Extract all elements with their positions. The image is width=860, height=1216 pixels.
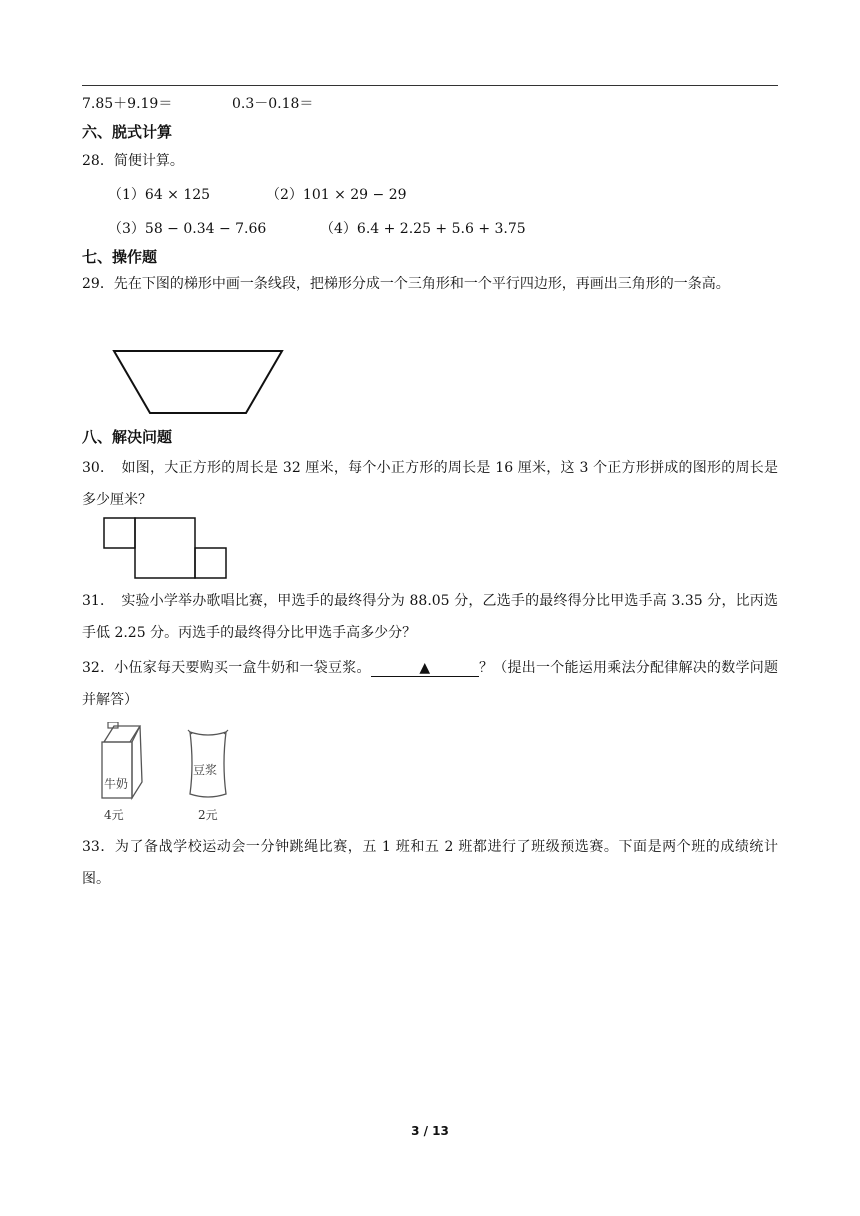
q33-text: 33．为了备战学校运动会一分钟跳绳比赛，五 1 班和五 2 班都进行了班级预选赛。下面是两个班的成绩统计图。 <box>82 839 778 887</box>
milk-label: 牛奶 <box>104 777 129 791</box>
soy-price: 2元 <box>198 808 218 822</box>
q31-text: 31． 实验小学举办歌唱比赛，甲选手的最终得分为 88.05 分，乙选手的最终得分比甲选手高 3.35 分，比丙选手低 2.25 分。丙选手的最终得分比甲选手高多少分？ <box>82 593 778 641</box>
q28-item-4: （4）6.4 + 2.25 + 5.6 + 3.75 <box>320 221 526 237</box>
squares-figure <box>103 516 229 580</box>
q28-item-1: （1）64 × 125 <box>108 187 211 203</box>
milk-price: 4元 <box>104 808 124 822</box>
section8-title: 八、解决问题 <box>82 428 173 446</box>
q32-text <box>82 652 778 716</box>
top-rule <box>82 85 778 86</box>
page-number: 3 / 13 <box>411 1124 449 1138</box>
q32-text-before: 32．小伍家每天要购买一盒牛奶和一袋豆浆。 <box>82 660 371 676</box>
trapezoid-figure <box>110 343 290 418</box>
section7-title: 七、操作题 <box>82 248 158 266</box>
q29-text: 29．先在下图的梯形中画一条线段，把梯形分成一个三角形和一个平行四边形，再画出三角形的一条高。 <box>82 276 730 292</box>
calc-expr-a: 7.85＋9.19＝ <box>82 96 173 112</box>
q30-text: 30． 如图，大正方形的周长是 32 厘米，每个小正方形的周长是 16 厘米，这 3 个正方形拼成的图形的周长是多少厘米？ <box>82 460 778 508</box>
q32-text-after: ？（提出一个能运用乘法分配律解决的数学问题并解答） <box>82 660 778 708</box>
soy-label: 豆浆 <box>193 763 218 777</box>
prev-calc-line <box>82 93 314 113</box>
q28-stem: 28．简便计算。 <box>82 153 184 169</box>
q32-answer-blank[interactable]: ▲ <box>371 660 479 677</box>
section6-title: 六、脱式计算 <box>82 123 173 141</box>
q28-item-2: （2）101 × 29 − 29 <box>266 187 407 203</box>
q28-item-3: （3）58 − 0.34 − 7.66 <box>108 221 267 237</box>
calc-expr-b: 0.3－0.18＝ <box>232 96 314 112</box>
